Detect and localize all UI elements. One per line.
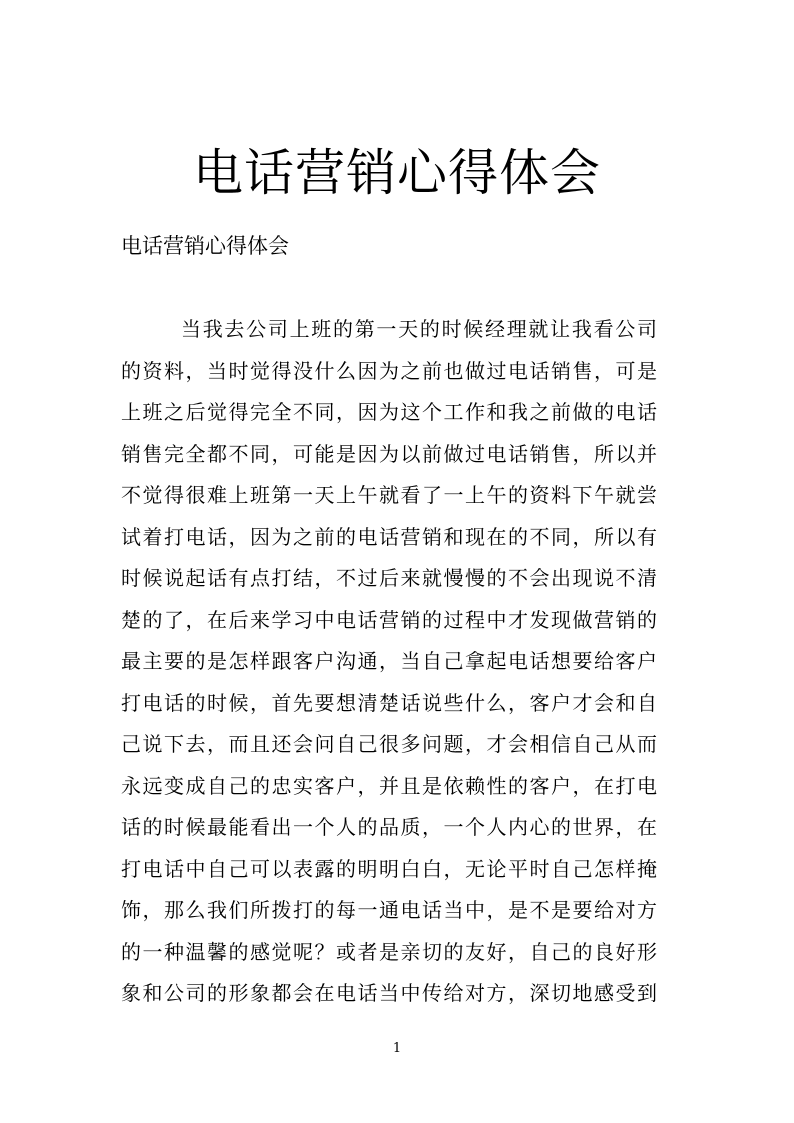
paragraph-line: 楚的了，在后来学习中电话营销的过程中才发现做营销的 [121, 607, 657, 632]
paragraph-line: 的一种温馨的感觉呢？或者是亲切的友好，自己的良好形 [121, 939, 657, 964]
paragraph-line: 试着打电话，因为之前的电话营销和现在的不同，所以有 [121, 524, 657, 549]
paragraph-line: 最主要的是怎样跟客户沟通，当自己拿起电话想要给客户 [121, 649, 657, 673]
paragraph-line: 打电话中自己可以表露的明明白白，无论平时自己怎样掩 [121, 856, 657, 881]
paragraph-line: 永远变成自己的忠实客户，并且是依赖性的客户，在打电 [121, 773, 657, 798]
paragraph-line: 销售完全都不同，可能是因为以前做过电话销售，所以并 [121, 441, 657, 466]
paragraph-line: 打电话的时候，首先要想清楚话说些什么，客户才会和自 [121, 690, 657, 715]
paragraph-line: 话的时候最能看出一个人的品质，一个人内心的世界，在 [121, 815, 657, 839]
page-number: 1 [392, 1041, 402, 1056]
paragraph-line: 象和公司的形象都会在电话当中传给对方，深切地感受到 [121, 981, 657, 1005]
paragraph-line: 饰，那么我们所拨打的每一通电话当中，是不是要给对方 [121, 898, 657, 922]
body-paragraph [121, 309, 657, 1015]
document-title: 电话营销心得体会 [193, 144, 601, 202]
paragraph-line: 的资料，当时觉得没什么因为之前也做过电话销售，可是 [121, 358, 657, 383]
paragraph-line: 己说下去，而且还会问自己很多问题，才会相信自己从而 [121, 732, 657, 756]
paragraph-line: 不觉得很难上班第一天上午就看了一上午的资料下午就尝 [121, 483, 657, 507]
paragraph-line: 上班之后觉得完全不同，因为这个工作和我之前做的电话 [121, 400, 657, 424]
document-subtitle: 电话营销心得体会 [121, 234, 289, 258]
paragraph-line: 当我去公司上班的第一天的时候经理就让我看公司 [181, 317, 657, 341]
paragraph-line: 时候说起话有点打结，不过后来就慢慢的不会出现说不清 [121, 566, 657, 590]
